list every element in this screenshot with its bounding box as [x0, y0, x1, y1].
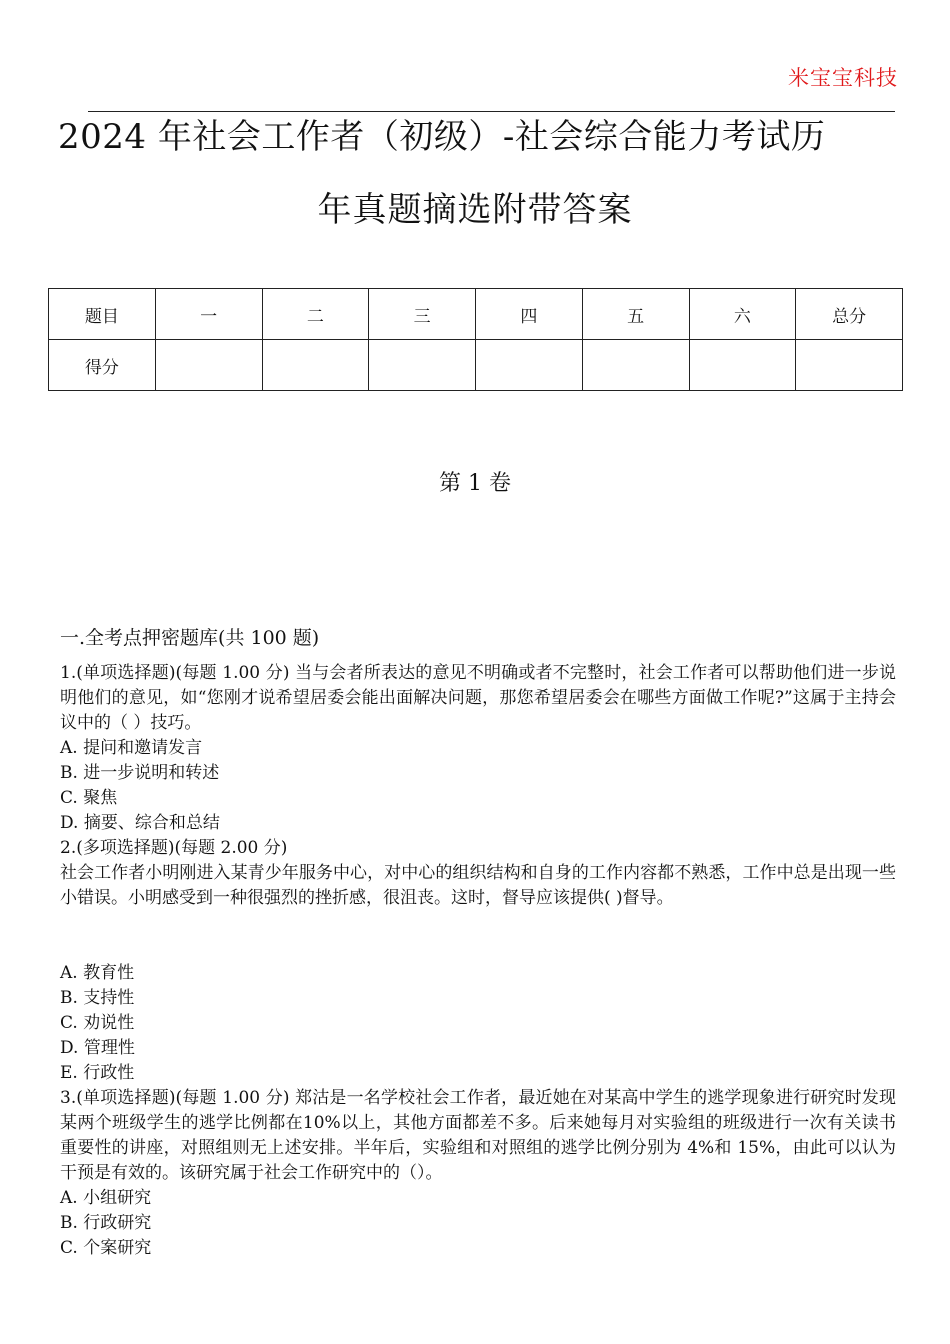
- score-cell[interactable]: [582, 340, 689, 391]
- score-header-cell: 一: [155, 289, 262, 340]
- score-row-label: 得分: [49, 340, 156, 391]
- score-cell[interactable]: [689, 340, 796, 391]
- score-header-cell: 六: [689, 289, 796, 340]
- question-text: 1.(单项选择题)(每题 1.00 分) 当与会者所表达的意见不明确或者不完整时，社会工作者可以帮助他们进一步说明他们的意见，如“您刚才说希望居委会能出面解决问题，那您希望居委会在哪些方面做工作呢?”这属于主持会议中的（ ）技巧。: [60, 663, 896, 733]
- answer-option: D. 摘要、综合和总结: [60, 813, 220, 833]
- score-cell[interactable]: [262, 340, 369, 391]
- answer-option: A. 小组研究: [60, 1188, 152, 1208]
- brand-label: 米宝宝科技: [788, 66, 898, 90]
- volume-heading: 第 1 卷: [439, 471, 511, 496]
- score-cell[interactable]: [155, 340, 262, 391]
- score-cell[interactable]: [796, 340, 903, 391]
- score-table-header-row: [49, 289, 903, 340]
- answer-option: E. 行政性: [60, 1063, 135, 1083]
- answer-option: D. 管理性: [60, 1038, 135, 1058]
- score-table: [48, 288, 903, 391]
- question-text: 社会工作者小明刚进入某青少年服务中心，对中心的组织结构和自身的工作内容都不熟悉，工作中总是出现一些小错误。小明感受到一种很强烈的挫折感，很沮丧。这时，督导应该提供( )督导。: [60, 863, 896, 908]
- question-header: 2.(多项选择题)(每题 2.00 分): [60, 838, 288, 858]
- score-header-cell: 总分: [796, 289, 903, 340]
- score-table-score-row: [49, 340, 903, 391]
- answer-option: A. 教育性: [60, 963, 135, 983]
- score-header-cell: 四: [476, 289, 583, 340]
- score-cell[interactable]: [476, 340, 583, 391]
- question-item: [60, 661, 896, 836]
- score-header-cell: 二: [262, 289, 369, 340]
- answer-option: B. 行政研究: [60, 1213, 152, 1233]
- score-header-cell: 五: [582, 289, 689, 340]
- answer-option: C. 劝说性: [60, 1013, 135, 1033]
- question-item: [60, 836, 896, 1086]
- section-title: 一.全考点押密题库(共 100 题): [60, 627, 320, 649]
- question-text: 3.(单项选择题)(每题 1.00 分) 郑沽是一名学校社会工作者，最近她在对某高中学生的逃学现象进行研究时发现某两个班级学生的逃学比例都在10%以上，其他方面都差不多。后来她每月对实验组的班级进行一次有关读书重要性的讲座，对照组则无上述安排。半年后，实验组和对照组的逃学比例分别为 4%和 15%，由此可以认为干预是有效的。该研究属于社会工作研究中的（）。: [60, 1088, 896, 1183]
- answer-option: C. 个案研究: [60, 1238, 152, 1258]
- score-header-cell: 三: [369, 289, 476, 340]
- document-title-line1: 2024 年社会工作者（初级）-社会综合能力考试历: [58, 117, 826, 157]
- question-item: [60, 1086, 896, 1261]
- question-list: [60, 661, 896, 1261]
- document-title-line2: 年真题摘选附带答案: [317, 190, 633, 230]
- score-header-cell: 题目: [49, 289, 156, 340]
- score-cell[interactable]: [369, 340, 476, 391]
- answer-option: B. 进一步说明和转述: [60, 763, 220, 783]
- answer-option: A. 提问和邀请发言: [60, 738, 203, 758]
- answer-option: B. 支持性: [60, 988, 135, 1008]
- answer-option: C. 聚焦: [60, 788, 118, 808]
- header-rule: [88, 111, 895, 112]
